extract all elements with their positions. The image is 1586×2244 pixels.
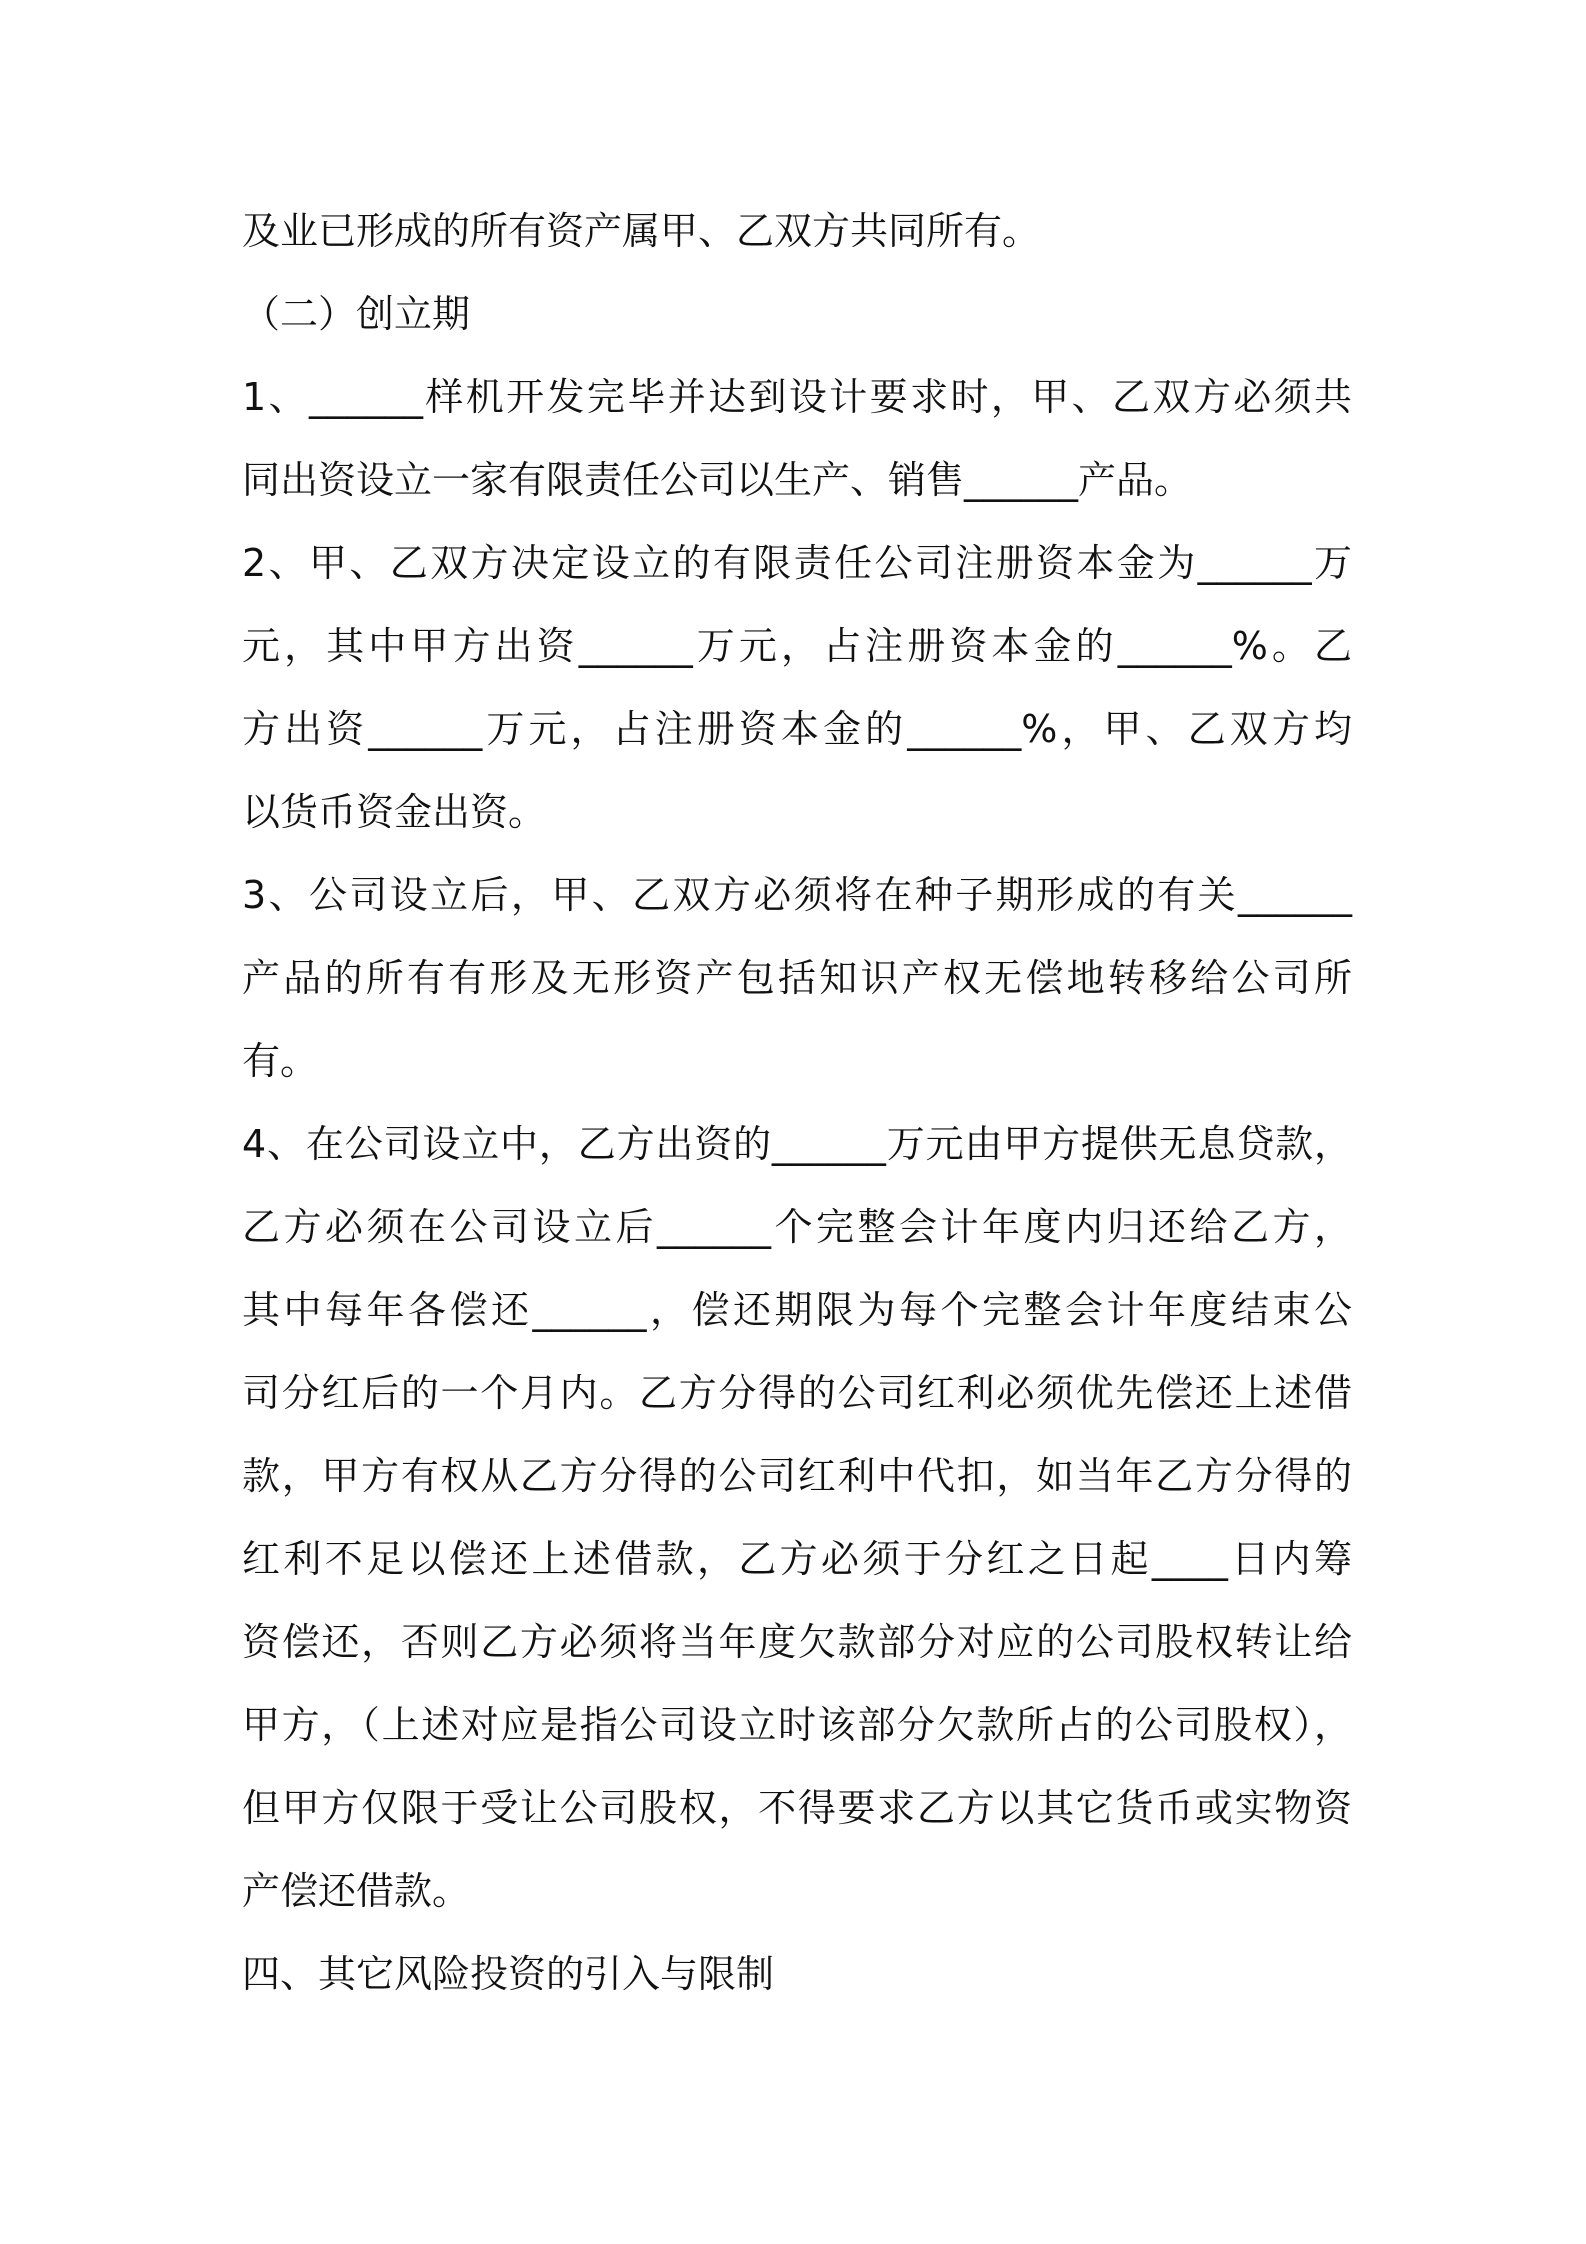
section-heading-other-venture-capital: 四、其它风险投资的引入与限制 [242, 1952, 775, 1996]
text-line-18: 资偿还，否则乙方必须将当年度欠款部分对应的公司股权转让给 [242, 1620, 1352, 1664]
text-line-5: 2、甲、乙双方决定设立的有限责任公司注册资本金为______万 [242, 541, 1352, 585]
text-line-20: 但甲方仅限于受让公司股权，不得要求乙方以其它货币或实物资 [242, 1786, 1352, 1830]
document-page [242, 190, 1352, 2016]
text-line-14: 其中每年各偿还______，偿还期限为每个完整会计年度结束公 [242, 1288, 1352, 1332]
text-line-15: 司分红后的一个月内。乙方分得的公司红利必须优先偿还上述借 [242, 1371, 1352, 1415]
text-line-1: 及业已形成的所有资产属甲、乙双方共同所有。 [242, 209, 1041, 253]
text-line-4: 同出资设立一家有限责任公司以生产、销售______产品。 [242, 458, 1193, 502]
text-line-13: 乙方必须在公司设立后______个完整会计年度内归还给乙方， [242, 1205, 1352, 1249]
text-line-12: 4、在公司设立中，乙方出资的______万元由甲方提供无息贷款， [242, 1122, 1352, 1166]
text-line-17: 红利不足以偿还上述借款，乙方必须于分红之日起____日内筹 [242, 1537, 1352, 1581]
text-line-3: 1、______样机开发完毕并达到设计要求时，甲、乙双方必须共 [242, 375, 1352, 419]
text-line-8: 以货币资金出资。 [242, 790, 547, 834]
text-line-7: 方出资______万元，占注册资本金的______%，甲、乙双方均 [242, 707, 1352, 751]
text-line-6: 元，其中甲方出资______万元，占注册资本金的______%。乙 [242, 624, 1352, 668]
text-line-16: 款，甲方有权从乙方分得的公司红利中代扣，如当年乙方分得的 [242, 1454, 1352, 1498]
section-heading-founding-period: （二）创立期 [242, 292, 471, 336]
text-line-9: 3、公司设立后，甲、乙双方必须将在种子期形成的有关______ [242, 873, 1352, 917]
text-line-21: 产偿还借款。 [242, 1869, 471, 1913]
text-line-11: 有。 [242, 1039, 319, 1083]
text-line-19: 甲方，（上述对应是指公司设立时该部分欠款所占的公司股权）， [242, 1703, 1352, 1747]
text-line-10: 产品的所有有形及无形资产包括知识产权无偿地转移给公司所 [242, 956, 1352, 1000]
